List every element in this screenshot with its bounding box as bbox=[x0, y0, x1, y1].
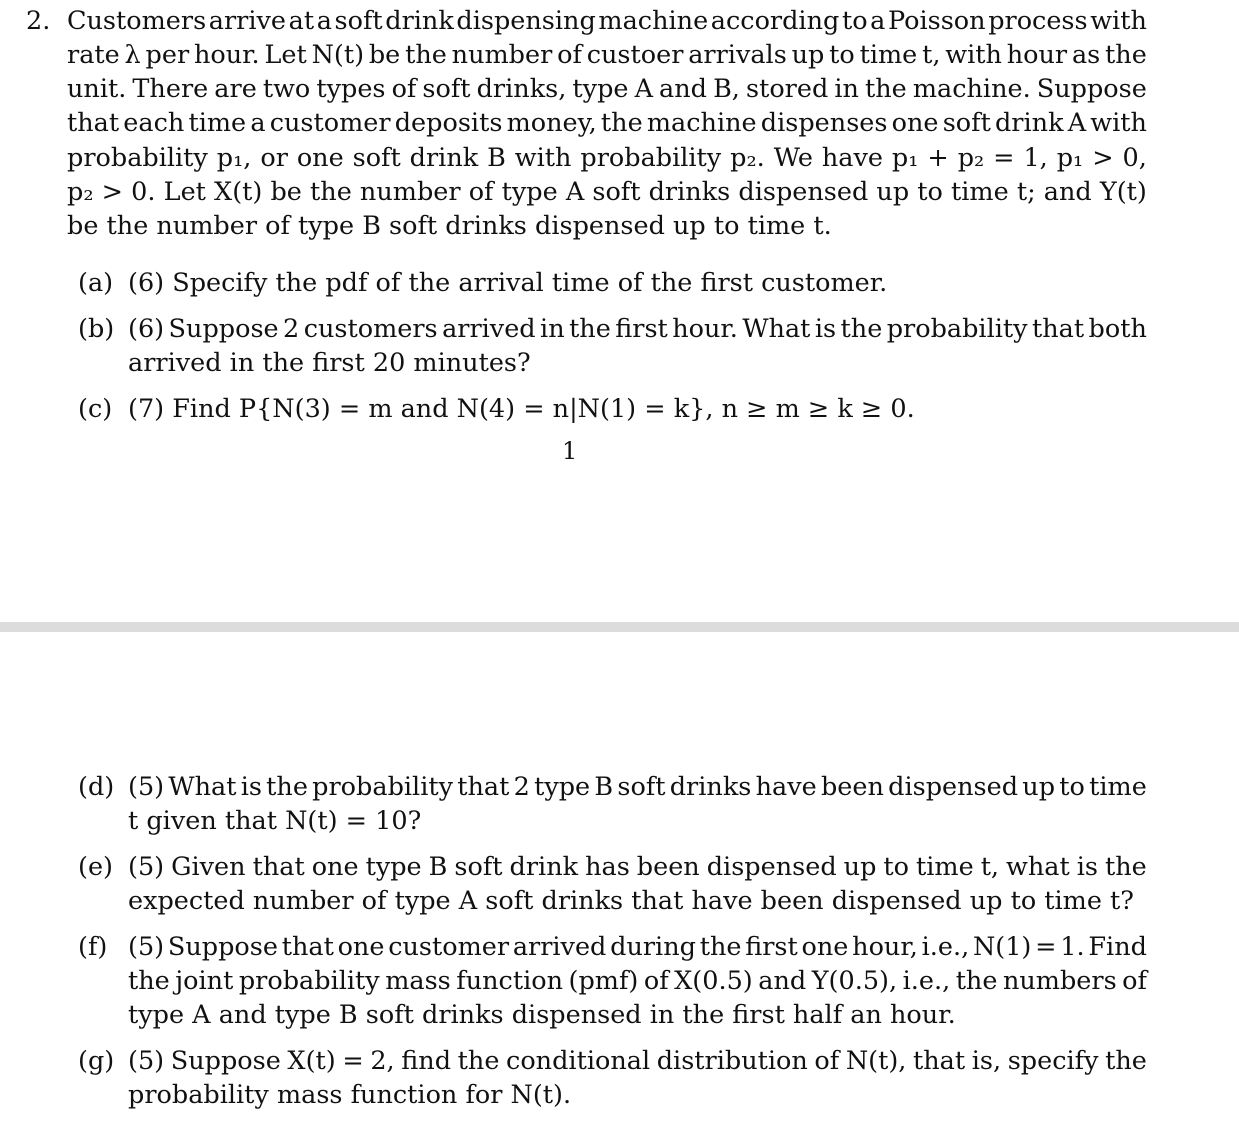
part-label-a: (a) bbox=[78, 268, 114, 298]
part-b-text: arrived in the first 20 minutes? bbox=[128, 348, 531, 378]
part-label-g: (g) bbox=[78, 1046, 115, 1076]
part-c-text: (7) Find P{N(3) = m and N(4) = n|N(1) = k}, n ≥ m ≥ k ≥ 0. bbox=[128, 394, 915, 424]
page-2-content bbox=[0, 632, 1239, 1132]
problem-line: p₂ > 0. Let X(t) be the number of type A soft drinks dispensed up to time t; and Y(t) bbox=[67, 177, 1147, 207]
page-separator bbox=[0, 622, 1239, 632]
part-g-text: probability mass function for N(t). bbox=[128, 1080, 572, 1110]
part-g-text: (5) Suppose X(t) = 2, find the conditional distribution of N(t), that is, specify the bbox=[128, 1046, 1147, 1076]
problem-line: unit. There are two types of soft drinks, type A and B, stored in the machine. Suppose bbox=[67, 74, 1147, 104]
part-a-text: (6) Specify the pdf of the arrival time of the first customer. bbox=[128, 268, 888, 298]
part-label-f: (f) bbox=[78, 932, 108, 962]
problem-line: probability p₁, or one soft drink B with probability p₂. We have p₁ + p₂ = 1, p₁ > 0, bbox=[67, 143, 1147, 173]
page-number: 1 bbox=[562, 437, 578, 465]
part-f-text: the joint probability mass function (pmf) of X(0.5) and Y(0.5), i.e., the numbers of bbox=[128, 966, 1147, 996]
problem-line: Customers arrive at a soft drink dispensing machine according to a Poisson process with bbox=[67, 6, 1147, 36]
part-label-d: (d) bbox=[78, 772, 115, 802]
problem-line: that each time a customer deposits money, the machine dispenses one soft drink A with bbox=[67, 108, 1147, 138]
part-label-b: (b) bbox=[78, 314, 115, 344]
problem-number: 2. bbox=[26, 6, 51, 36]
problem-line: rate λ per hour. Let N(t) be the number of custoer arrivals up to time t, with hour as the bbox=[67, 40, 1147, 70]
part-label-e: (e) bbox=[78, 852, 113, 882]
part-label-c: (c) bbox=[78, 394, 113, 424]
part-f-text: type A and type B soft drinks dispensed in the first half an hour. bbox=[128, 1000, 956, 1030]
part-f-text: (5) Suppose that one customer arrived during the first one hour, i.e., N(1) = 1. Find bbox=[128, 932, 1147, 962]
problem-line: be the number of type B soft drinks dispensed up to time t. bbox=[67, 211, 832, 241]
part-b-text: (6) Suppose 2 customers arrived in the first hour. What is the probability that both bbox=[128, 314, 1147, 344]
part-e-text: (5) Given that one type B soft drink has been dispensed up to time t, what is the bbox=[128, 852, 1147, 882]
part-d-text: (5) What is the probability that 2 type B soft drinks have been dispensed up to time bbox=[128, 772, 1147, 802]
part-e-text: expected number of type A soft drinks that have been dispensed up to time t? bbox=[128, 886, 1134, 916]
part-d-text: t given that N(t) = 10? bbox=[128, 806, 422, 836]
